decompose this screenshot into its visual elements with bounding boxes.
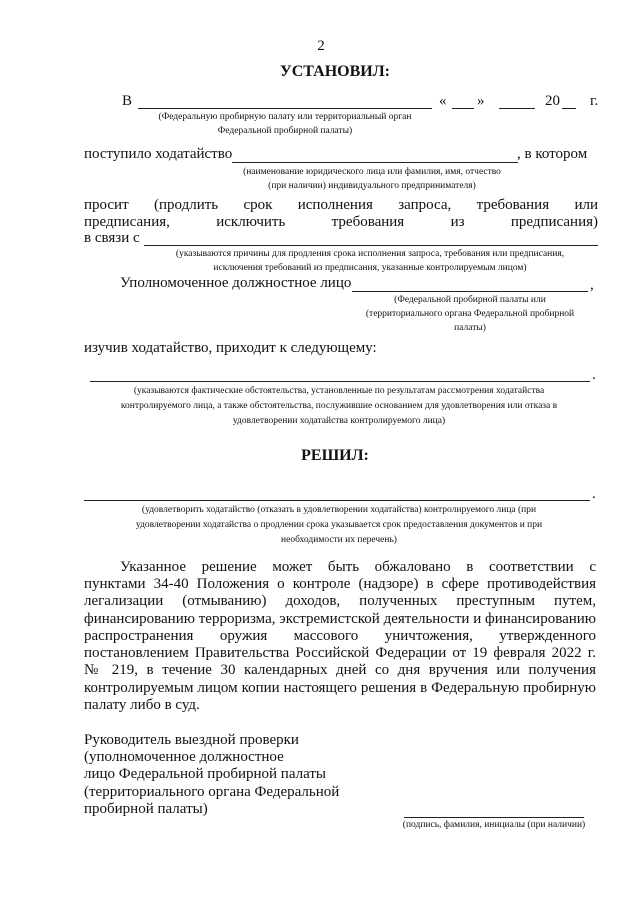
request-word: просит [84,197,129,213]
official-hint-2: (территориального органа Федеральной пробирной [365,309,575,319]
month-input-line[interactable] [499,108,535,109]
decision-dot: . [592,486,596,502]
facts-input-line[interactable] [90,381,590,382]
facts-hint-3: удовлетворении ходатайства контролируемого лица) [232,416,446,426]
appeal-line-4: финансированию терроризма, экстремистской деятельности и финансированию [84,611,596,627]
signer-line-1: Руководитель выездной проверки [84,732,299,748]
signer-line-3: лицо Федеральной пробирной палаты [84,766,327,782]
request-word: запроса, [398,197,452,213]
appeal-line-6: постановлением Правительства Российской Федерации от 19 февраля 2022 г. [84,645,596,661]
request-line-2 [84,214,598,231]
facts-hint-2: контролируемого лица, а также обстоятельства, послужившие основанием для удовлетворения или отказа в [120,401,558,411]
applicant-input-line[interactable] [232,162,518,163]
in-connection-text: в связи с [84,230,140,246]
signature-hint: (подпись, фамилия, инициалы (при наличии) [402,820,586,830]
reasons-hint-2: исключения требований из предписания, указанные контролируемым лицом) [213,263,527,273]
appeal-line-8: контролируемым лицом копии настоящего решения в Федеральную пробирную [84,680,596,696]
signer-line-4: (территориального органа Федеральной [84,784,340,800]
appeal-line-5: распространения оружия массового уничтожения, утвержденного [84,628,596,644]
request-word: предписания, [84,214,170,230]
decision-input-line[interactable] [84,500,590,501]
decision-hint-3: необходимости их перечень) [281,535,397,545]
v-prefix: В [122,93,133,109]
reasons-input-line[interactable] [144,245,598,246]
facts-hint-1: (указываются фактические обстоятельства, установленные по результатам рассмотрения ходатайства [133,386,545,396]
appeal-line-2: пунктами 34-40 Положения о контроле (надзоре) в сфере противодействия [84,576,596,592]
org-input-line[interactable] [138,108,432,109]
request-word: исполнения [297,197,373,213]
appeal-line-9: палату либо в суд. [84,697,200,713]
request-word: (продлить [153,197,219,213]
decision-hint-2: удовлетворении ходатайства о продлении срока указывается срок предоставления документов и при [135,520,543,530]
org-hint-2: Федеральной пробирной палаты) [217,126,353,136]
studied-text: изучив ходатайство, приходит к следующему: [84,340,377,356]
reshil-heading: РЕШИЛ: [301,447,369,464]
request-word: или [574,197,598,213]
decision-hint-1: (удовлетворить ходатайство (отказать в удовлетворении ходатайства) контролируемого лица (при [141,505,537,515]
request-word: исключить [216,214,286,230]
petition-text: поступило ходатайство [84,146,233,162]
official-hint-3: палаты) [454,323,486,333]
applicant-hint-1: (наименование юридического лица или фамилия, имя, отчество [243,167,501,177]
request-line-1 [84,197,598,214]
page-number: 2 [317,38,325,54]
official-text: Уполномоченное должностное лицо [120,275,352,291]
applicant-hint-2: (при наличии) индивидуального предпринимателя) [268,181,476,191]
request-word: требования [476,197,550,213]
day-input-line[interactable] [452,108,474,109]
official-input-line[interactable] [352,291,588,292]
appeal-line-3: легализации (отмыванию) доходов, полученных преступным путем, [84,593,596,609]
request-word: требования [331,214,405,230]
signer-line-5: пробирной палаты) [84,801,208,817]
signature-input-line[interactable] [404,817,584,818]
request-word: срок [243,197,273,213]
in-which-text: , в котором [517,146,588,162]
reasons-hint-1: (указываются причины для продления срока исполнения запроса, требования или предписания, [175,249,565,259]
signer-line-2: (уполномоченное должностное [84,749,284,765]
appeal-line-7: № 219, в течение 30 календарных дней со дня вручения или получения [84,662,596,678]
facts-dot: . [592,367,596,383]
date-open-quote: « [439,93,447,109]
official-comma: , [590,277,594,293]
appeal-line-1: Указанное решение может быть обжаловано в соответствии с [120,559,596,575]
ustanovil-heading: УСТАНОВИЛ: [280,63,390,80]
org-hint-1: (Федеральную пробирную палату или территориальный орган [158,112,412,122]
request-word: из [450,214,465,230]
year-input-line[interactable] [562,108,576,109]
official-hint-1: (Федеральной пробирной палаты или [394,295,546,305]
request-word: предписания) [510,214,598,230]
date-close-quote: » [477,93,485,109]
year-prefix: 20 [545,93,560,109]
year-suffix: г. [590,93,599,109]
